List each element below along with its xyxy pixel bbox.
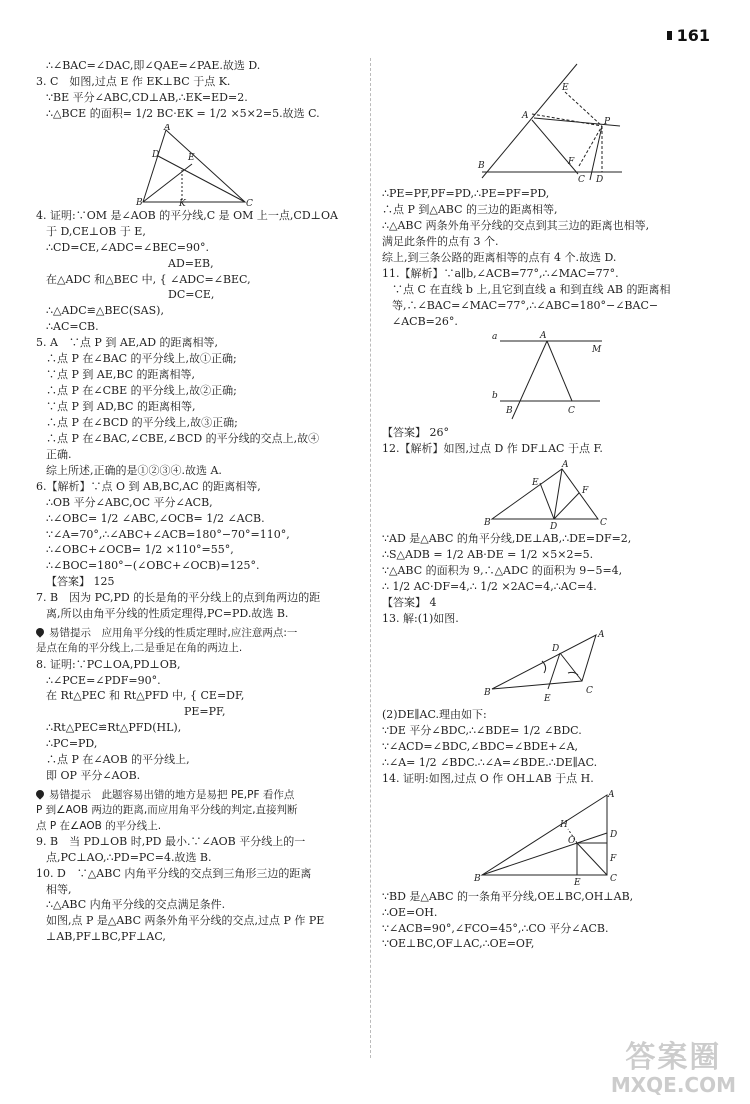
text-line: ∴PC=PD, <box>46 737 98 751</box>
text-line: AD=EB, <box>168 256 214 270</box>
error-tip: P 到∠AOB 两边的距离,而应用角平分线的判定,直接判断 <box>36 804 298 817</box>
figure-parallel-lines <box>382 331 717 423</box>
text-line: ∴点 P 在∠AOB 的平分线上, <box>46 753 190 767</box>
svg-text:A: A <box>522 111 529 121</box>
text-line: 综上,到三条公路的距离相等的点有 4 个.故选 D. <box>382 250 617 264</box>
svg-text:A: A <box>164 123 171 133</box>
text-line: ∴点 P 在∠BCD 的平分线上,故③正确; <box>46 415 238 429</box>
text-line: ∵AD 是△ABC 的角平分线,DE⊥AB,∴DE=DF=2, <box>382 532 632 546</box>
text-line: 11.【解析】∵a∥b,∠ACB=77°,∴∠MAC=77°. <box>382 266 619 280</box>
answer-label: 【答案】 26° <box>382 426 449 440</box>
text-line: ∴△ABC 两条外角平分线的交点到其三边的距离也相等, <box>382 218 650 232</box>
text-line: 如图,点 P 是△ABC 两条外角平分线的交点,过点 P 作 PE <box>46 914 325 928</box>
text-line: ⊥AB,PF⊥BC,PF⊥AC, <box>46 930 166 944</box>
text-line: ∴CD=CE,∠ADC=∠BEC=90°. <box>46 240 209 254</box>
text-line: ∴∠PCE=∠PDF=90°. <box>46 673 161 687</box>
svg-text:D: D <box>152 149 160 160</box>
text-line: 14. 证明:如图,过点 O 作 OH⊥AB 于点 H. <box>382 771 594 785</box>
text-line: ∵点 C 在直线 b 上,且它到直线 a 和到直线 AB 的距离相 <box>392 282 671 296</box>
svg-text:B: B <box>136 197 143 206</box>
svg-text:O: O <box>568 835 576 846</box>
page-number: 161 <box>667 24 710 47</box>
answer-label: 【答案】 4 <box>382 596 437 610</box>
svg-text:M: M <box>592 345 602 356</box>
text-line: ∵∠A=70°,∴∠ABC+∠ACB=180°−70°=110°, <box>46 527 290 541</box>
answer-label: 【答案】 125 <box>46 575 115 589</box>
text-line: (2)DE∥AC.理由如下: <box>382 707 487 721</box>
svg-text:H: H <box>560 819 568 830</box>
svg-text:C: C <box>610 873 617 884</box>
svg-text:A: A <box>598 629 605 640</box>
text-line: 6.【解析】∵点 O 到 AB,BC,AC 的距离相等, <box>36 479 261 493</box>
svg-text:E: E <box>532 478 539 489</box>
error-tip: 易错提示 应用角平分线的性质定理时,应注意两点:一 <box>36 626 361 641</box>
text-line: ∴OE=OH. <box>382 905 438 919</box>
watermark: 答案圈 MXQE.COM <box>610 1040 736 1097</box>
text-line: ∴OB 平分∠ABC,OC 平分∠ACB, <box>46 495 213 509</box>
text-line: ∴点 P 在∠BAC 的平分线上,故①正确; <box>46 352 237 366</box>
error-tip: 点 P 在∠AOB 的平分线上. <box>36 819 162 832</box>
text-line: 等,∴∠BAC=∠MAC=77°,∴∠ABC=180°−∠BAC− <box>392 298 659 312</box>
text-line: 7. B 因为 PC,PD 的长是角的平分线上的点到角两边的距 <box>36 591 321 605</box>
text-line: ∴∠A= 1/2 ∠BDC.∴∠A=∠BDE.∴DE∥AC. <box>382 755 598 769</box>
svg-text:B: B <box>474 873 481 884</box>
text-line: 4. 证明:∵OM 是∠AOB 的平分线,C 是 OM 上一点,CD⊥OA <box>36 208 338 222</box>
text-line: 满足此条件的点有 3 个. <box>382 234 499 248</box>
text-line: ∴△ABC 内角平分线的交点满足条件. <box>46 898 226 912</box>
text-line: ∵BD 是△ABC 的一条角平分线,OE⊥BC,OH⊥AB, <box>382 889 634 903</box>
svg-text:B: B <box>506 406 513 417</box>
figure-triangle-abc-de <box>382 629 717 705</box>
text-line: 即 OP 平分∠AOB. <box>46 769 141 783</box>
location-pin-icon <box>34 788 45 799</box>
svg-text:C: C <box>246 198 253 206</box>
figure-angle-bisector-ad <box>382 459 717 529</box>
text-line: ∴ 1/2 AC·DF=4,∴ 1/2 ×2AC=4,∴AC=4. <box>382 580 597 594</box>
svg-text:K: K <box>179 198 186 206</box>
svg-text:C: C <box>568 406 575 417</box>
location-pin-icon <box>34 626 45 637</box>
text-line: 10. D ∵△ABC 内角平分线的交点到三角形三边的距离 <box>36 866 312 880</box>
text-line: 13. 解:(1)如图. <box>382 612 459 625</box>
text-line: ∴△BCE 的面积= 1/2 BC·EK = 1/2 ×5×2=5.故选 C. <box>46 106 320 120</box>
text-line: ∵点 P 到 AE,BC 的距离相等, <box>46 368 196 382</box>
svg-text:D: D <box>596 175 604 184</box>
text-line: ∵点 P 到 AD,BC 的距离相等, <box>46 400 196 413</box>
text-line: 在△ADC 和△BEC 中, { ∠ADC=∠BEC, <box>46 272 251 286</box>
text-line: ∠ACB=26°. <box>392 314 458 328</box>
figure-right-triangle-o <box>382 789 717 887</box>
text-line: ∴∠BAC=∠DAC,即∠QAE=∠PAE.故选 D. <box>46 59 261 72</box>
svg-text:C: C <box>578 175 585 184</box>
text-line: DC=CE, <box>168 288 215 302</box>
text-line: ∴Rt△PEC≌Rt△PFD(HL), <box>46 721 182 735</box>
svg-text:E: E <box>574 877 581 887</box>
text-line: 综上所述,正确的是①②③④.故选 A. <box>46 463 222 477</box>
text-line: ∴∠BOC=180°−(∠OBC+∠OCB)=125°. <box>46 559 260 573</box>
svg-text:E: E <box>562 83 569 93</box>
svg-text:A: A <box>562 460 569 471</box>
svg-text:D: D <box>550 522 558 530</box>
svg-text:C: C <box>586 685 593 696</box>
figure-external-bisectors <box>382 22 717 184</box>
text-line: ∴点 P 到△ABC 的三边的距离相等, <box>382 202 558 216</box>
text-line: ∴点 P 在∠BAC,∠CBE,∠BCD 的平分线的交点上,故④ <box>46 431 320 445</box>
text-line: 点,PC⊥AO,∴PD=PC=4.故选 B. <box>46 850 212 864</box>
text-line: 5. A ∵点 P 到 AE,AD 的距离相等, <box>36 336 219 350</box>
svg-text:B: B <box>484 518 491 529</box>
text-line: 正确. <box>46 447 72 461</box>
svg-text:B: B <box>484 687 491 698</box>
svg-text:E: E <box>188 152 195 163</box>
text-line: ∵DE 平分∠BDC,∴∠BDE= 1/2 ∠BDC. <box>382 723 582 737</box>
svg-text:C: C <box>600 518 607 529</box>
text-line: 于 D,CE⊥OB 于 E, <box>46 224 146 238</box>
text-line: 离,所以由角平分线的性质定理得,PC=PD.故选 B. <box>46 607 289 621</box>
svg-text:D: D <box>552 643 560 654</box>
text-line: PE=PF, <box>184 705 226 719</box>
svg-text:a: a <box>492 332 498 343</box>
svg-text:B: B <box>478 161 485 171</box>
right-column <box>382 20 717 952</box>
text-line: 在 Rt△PEC 和 Rt△PFD 中, { CE=DF, <box>46 689 245 703</box>
svg-text:F: F <box>610 853 617 864</box>
text-line: ∴PE=PF,PF=PD,∴PE=PF=PD, <box>382 187 550 200</box>
text-line: ∵BE 平分∠ABC,CD⊥AB,∴EK=ED=2. <box>46 90 248 104</box>
text-line: ∵△ABC 的面积为 9,∴△ADC 的面积为 9−5=4, <box>382 564 623 578</box>
svg-text:b: b <box>492 391 498 402</box>
svg-text:F: F <box>568 157 575 167</box>
svg-text:A: A <box>540 331 547 342</box>
svg-text:D: D <box>610 829 618 840</box>
text-line: ∵OE⊥BC,OF⊥AC,∴OE=OF, <box>382 937 535 951</box>
text-line: ∴点 P 在∠CBE 的平分线上,故②正确; <box>46 384 237 398</box>
text-line: ∴∠OBC= 1/2 ∠ABC,∠OCB= 1/2 ∠ACB. <box>46 511 265 525</box>
text-line: ∴S△ADB = 1/2 AB·DE = 1/2 ×5×2=5. <box>382 548 594 562</box>
text-line: 相等, <box>46 882 72 896</box>
column-divider <box>370 58 371 1058</box>
left-column <box>36 58 361 945</box>
text-line: 8. 证明:∵PC⊥OA,PD⊥OB, <box>36 657 181 671</box>
text-line: ∵∠ACB=90°,∠FCO=45°,∴CO 平分∠ACB. <box>382 921 609 935</box>
error-tip: 是点在角的平分线上,二是垂足在角的两边上. <box>36 642 243 655</box>
text-line: ∴△ADC≌△BEC(SAS), <box>46 304 164 318</box>
svg-text:P: P <box>604 117 611 127</box>
text-line: 9. B 当 PD⊥OB 时,PD 最小.∵∠AOB 平分线上的一 <box>36 834 306 848</box>
text-line: 3. C 如图,过点 E 作 EK⊥BC 于点 K. <box>36 74 231 88</box>
figure-triangle-bce <box>36 124 361 206</box>
svg-text:F: F <box>582 486 589 497</box>
error-tip: 易错提示 此题容易出错的地方是易把 PE,PF 看作点 <box>36 788 361 803</box>
text-line: ∵∠ACD=∠BDC,∠BDC=∠BDE+∠A, <box>382 739 579 753</box>
text-line: ∴AC=CB. <box>46 320 99 334</box>
svg-text:A: A <box>608 789 615 800</box>
text-line: ∴∠OBC+∠OCB= 1/2 ×110°=55°, <box>46 543 234 557</box>
text-line: 12.【解析】如图,过点 D 作 DF⊥AC 于点 F. <box>382 442 603 456</box>
svg-text:E: E <box>544 693 551 704</box>
